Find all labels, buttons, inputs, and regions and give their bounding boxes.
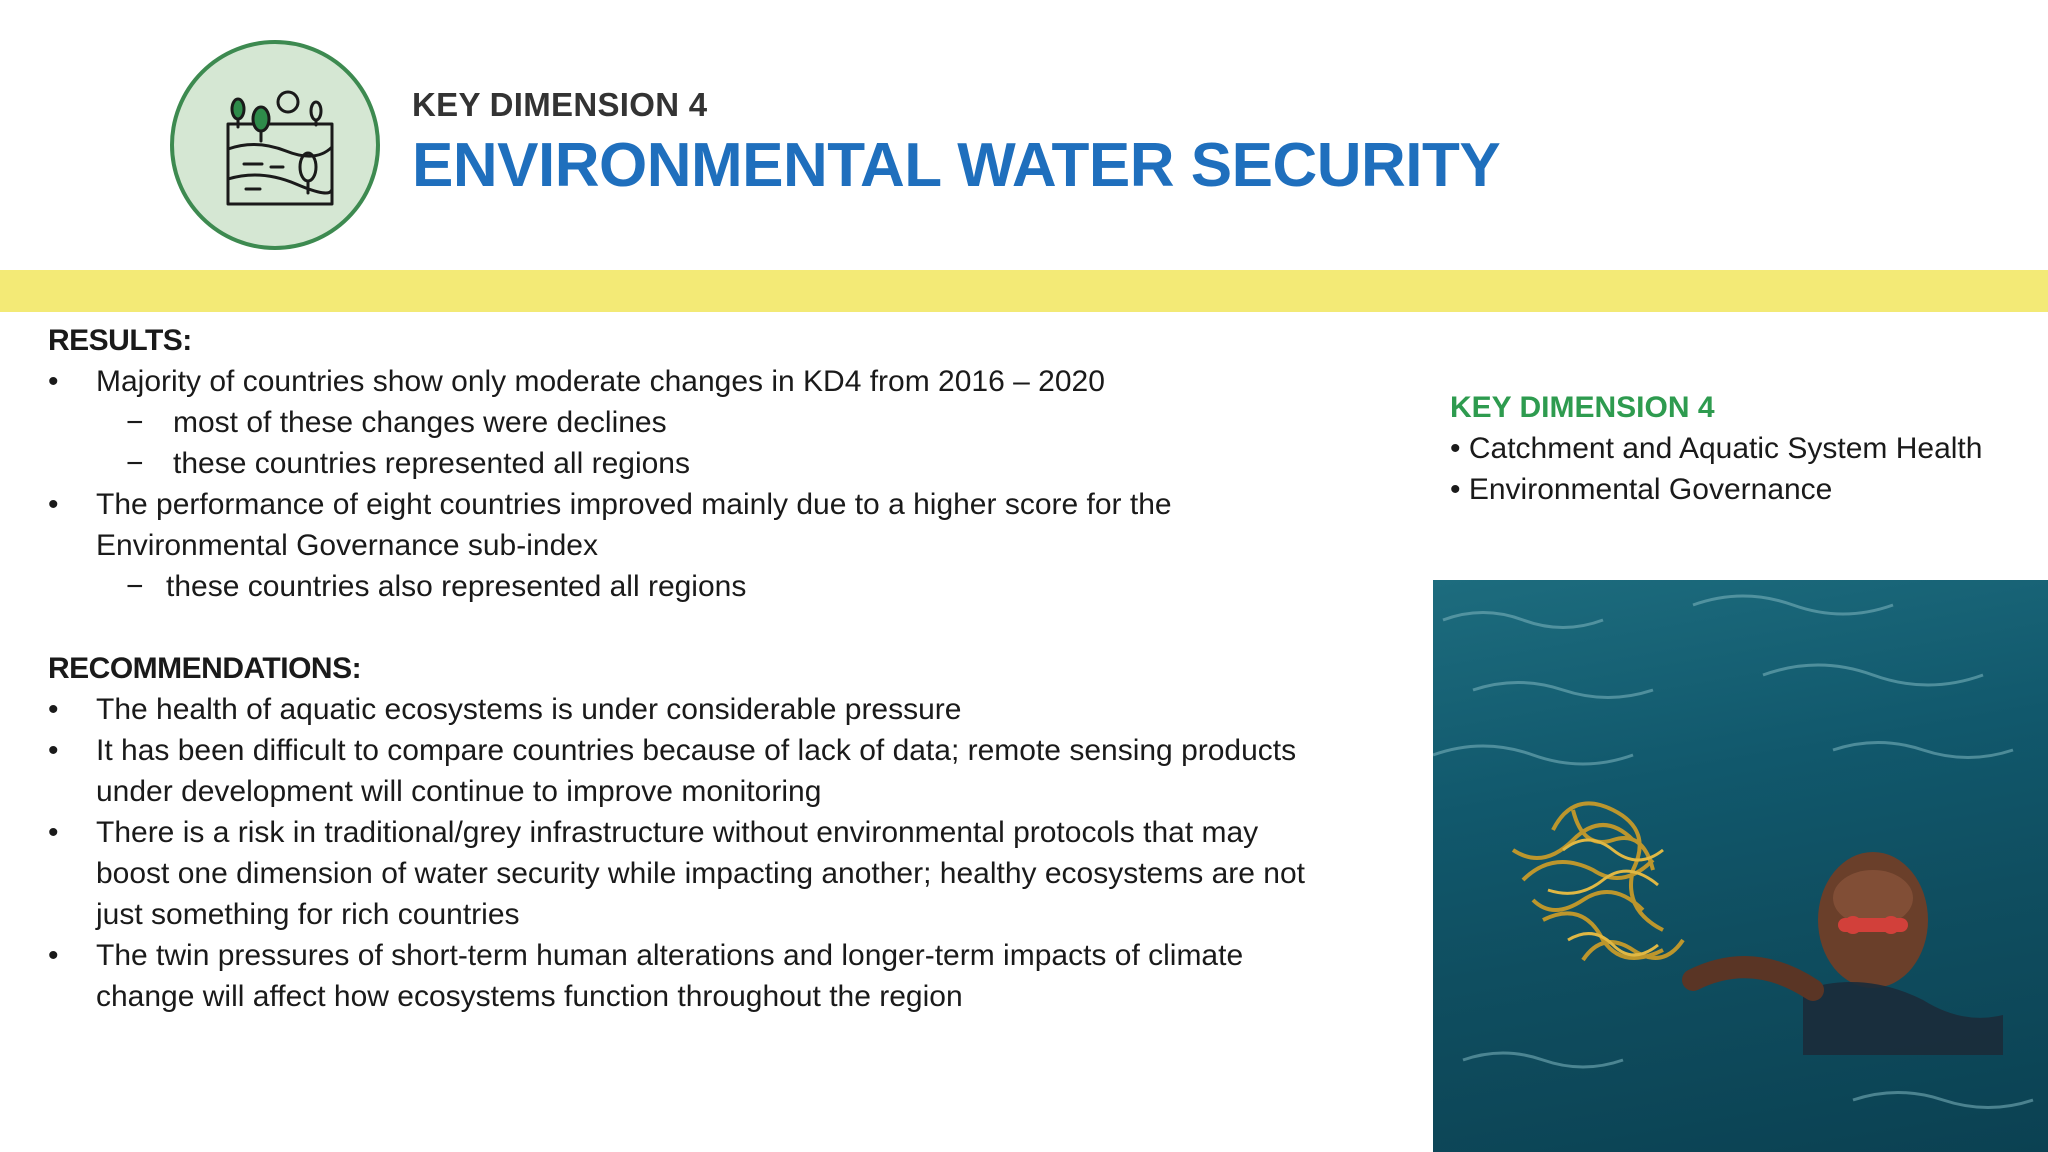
results-bullet-1: • Majority of countries show only moderate changes in KD4 from 2016 – 2020 <box>48 361 1388 402</box>
landscape-trees-icon <box>170 40 380 250</box>
rec-bullet-1 <box>48 689 1388 730</box>
rec-bullet-2-line-2: under development will continue to improve monitoring <box>96 775 822 808</box>
results-bullet-2-line-1: • The performance of eight countries improved mainly due to a higher score for the <box>96 488 1172 521</box>
results-sub-3: − these countries also represented all regions <box>48 566 1388 607</box>
rec-bullet-1-line-1: • The health of aquatic ecosystems is under considerable pressure <box>96 693 962 726</box>
sidebar-box <box>1450 387 1982 510</box>
sidebar-item-governance: • Environmental Governance <box>1450 473 1833 506</box>
kicker-label: KEY DIMENSION 4 <box>412 86 708 123</box>
rec-bullet-2 <box>48 730 1388 812</box>
rec-bullet-3-line-3: just something for rich countries <box>96 898 520 931</box>
header <box>0 0 2048 270</box>
rec-bullet-4-line-1: • The twin pressures of short-term human alterations and longer-term impacts of climate <box>96 939 1244 972</box>
recommendations-heading: RECOMMENDATIONS: <box>48 652 362 685</box>
section-spacer <box>48 607 1388 648</box>
results-bullet-2-line-2: Environmental Governance sub-index <box>96 529 598 562</box>
rec-bullet-4-line-2: change will affect how ecosystems function throughout the region <box>96 980 963 1013</box>
rec-bullet-3 <box>48 812 1388 935</box>
yellow-divider-band <box>0 270 2048 312</box>
rec-bullet-3-line-1: • There is a risk in traditional/grey infrastructure without environmental protocols that may <box>96 816 1259 849</box>
swimmer-with-seaweed-photo <box>1433 580 2048 1152</box>
results-heading: RESULTS: <box>48 324 192 357</box>
rec-bullet-3-line-2: boost one dimension of water security while impacting another; healthy ecosystems are not <box>96 857 1305 890</box>
rec-bullet-4 <box>48 935 1388 1017</box>
sidebar-item-catchment: • Catchment and Aquatic System Health <box>1450 432 1983 465</box>
page-title: ENVIRONMENTAL WATER SECURITY <box>412 131 1501 200</box>
sidebar-title: KEY DIMENSION 4 <box>1450 391 1715 424</box>
results-sub-2: − these countries represented all regions <box>48 443 1388 484</box>
rec-bullet-2-line-1: • It has been difficult to compare countries because of lack of data; remote sensing products <box>96 734 1297 767</box>
results-sub-1: − most of these changes were declines <box>48 402 1388 443</box>
main-content <box>48 320 1388 1017</box>
results-bullet-2 <box>48 484 1388 566</box>
